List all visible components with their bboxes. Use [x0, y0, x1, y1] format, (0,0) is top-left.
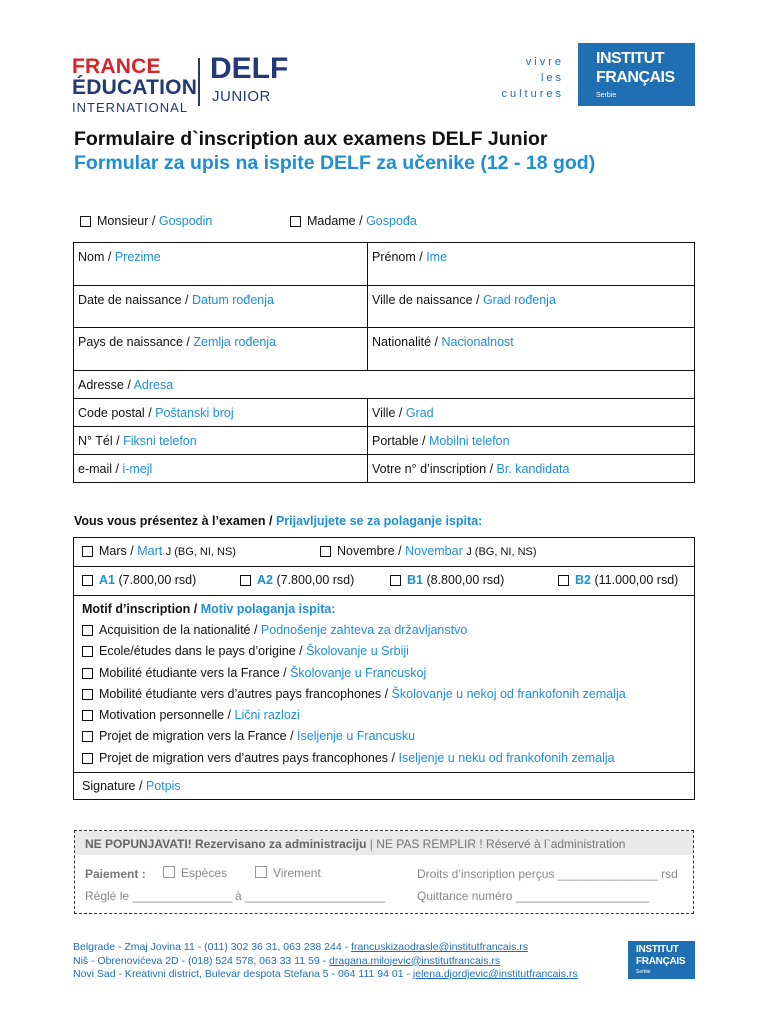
civility-madame[interactable]: Madame / Gospođa [290, 214, 417, 228]
checkbox[interactable] [82, 546, 93, 557]
level-label: B2 [575, 573, 591, 587]
motif-heading-fr: Motif d’inscription [82, 602, 191, 616]
checkbox[interactable] [82, 575, 93, 586]
logo-divider [198, 58, 200, 106]
divider [74, 595, 694, 596]
level-label: A2 [257, 573, 273, 587]
field-ville[interactable]: Ville / Grad [368, 399, 695, 427]
footer-address: Novi Sad - Kreativni district, Bulevar despota Stefana 5 - 064 111 94 01 - [73, 968, 413, 980]
checkbox[interactable] [163, 866, 175, 878]
label: Virement [273, 866, 321, 880]
field-portable[interactable]: Portable / Mobilni telefon [368, 427, 695, 455]
civility-monsieur[interactable]: Monsieur / Gospodin [80, 214, 212, 228]
exam-section [73, 537, 695, 800]
label-sr: Novembar [405, 544, 463, 558]
label-sr: i-mejl [122, 462, 153, 476]
level-b1[interactable] [390, 573, 504, 587]
motif-heading: Motif d’inscription / Motiv polaganja ispita: [82, 602, 336, 616]
checkbox[interactable] [240, 575, 251, 586]
field-date-naissance[interactable]: Date de naissance / Datum rođenja [74, 286, 368, 328]
level-a2[interactable] [240, 573, 354, 587]
field-adresse[interactable]: Adresse / Adresa [74, 371, 695, 399]
label-sr: Adresa [133, 378, 174, 392]
motif-heading-sr: Motiv polaganja ispita: [200, 602, 336, 616]
checkbox[interactable] [558, 575, 569, 586]
session-suffix: J (BG, NI, NS) [165, 546, 236, 558]
level-price: (8.800,00 rsd) [426, 573, 505, 587]
label-fr: Date de naissance [78, 293, 182, 307]
field-pays-naissance[interactable]: Pays de naissance / Zemlja rođenja [74, 328, 368, 371]
checkbox[interactable] [82, 753, 93, 764]
label-sr: Grad [405, 406, 434, 420]
footer-email-link[interactable]: jelena.djordjevic@institutfrancais.rs [412, 968, 578, 980]
label-fr: Signature [82, 779, 136, 793]
logo-france-text: FRANCE [72, 55, 161, 78]
regle-le-field[interactable]: Réglé le _______________ [85, 889, 233, 903]
label-sr: Gospodin [158, 214, 213, 228]
label-sr: Školovanje u Srbiji [306, 644, 409, 658]
label-sr: Podnošenje zahteva za državljanstvo [260, 623, 468, 637]
motif-option[interactable]: Projet de migration vers la France / Iseljenje u Francusku [82, 729, 415, 743]
checkbox[interactable] [290, 216, 301, 227]
session-mars[interactable]: Mars / Mart J (BG, NI, NS) [82, 544, 236, 558]
label-sr: Školovanje u nekoj od frankofonih zemalja [391, 687, 626, 701]
footer-line [73, 941, 578, 955]
label-fr: Madame [307, 214, 356, 228]
delf-logo-text: DELF [210, 52, 289, 85]
label-fr: Novembre [337, 544, 395, 558]
institut-francais-logo [578, 43, 695, 106]
label-sr: Iseljenje u Francusku [297, 729, 416, 743]
label-sr: Datum rođenja [191, 293, 274, 307]
motif-option[interactable]: Mobilité étudiante vers d’autres pays francophones / Školovanje u nekoj od frankofonih zemalja [82, 687, 626, 701]
label-fr: Nationalité [372, 335, 432, 349]
logo-country-text: Serbie [636, 969, 651, 975]
label-sr: Gospođa [366, 214, 417, 228]
checkbox[interactable] [82, 625, 93, 636]
level-a1[interactable] [82, 573, 196, 587]
label-fr: Ecole/études dans le pays d’origine [99, 644, 296, 658]
label-fr: Pays de naissance [78, 335, 183, 349]
motif-option[interactable]: Ecole/études dans le pays d’origine / Školovanje u Srbiji [82, 644, 409, 658]
heading-fr: Vous vous présentez à l’examen [74, 514, 266, 528]
label-fr: Votre n° d’inscription [372, 462, 487, 476]
session-novembre[interactable]: Novembre / Novembar J (BG, NI, NS) [320, 544, 537, 558]
france-education-logo [72, 56, 197, 114]
logo-francais-text: FRANÇAIS [596, 69, 675, 86]
form-title-sr: Formular za upis na ispite DELF za učenike (12 - 18 god) [74, 152, 596, 174]
regle-a-field[interactable]: à _____________________ [235, 889, 386, 903]
personal-info-table [73, 242, 695, 483]
footer-contacts [73, 941, 578, 982]
label-sr: Iseljenje u neku od frankofonih zemalja [398, 751, 615, 765]
label-sr: Ime [426, 250, 448, 264]
checkbox[interactable] [390, 575, 401, 586]
label-sr: Potpis [145, 779, 181, 793]
admin-reserved-box [74, 830, 694, 914]
payment-especes[interactable] [163, 866, 227, 880]
footer-email-link[interactable]: francuskizaodrasle@institutfrancais.rs [351, 941, 529, 953]
level-price: (7.800,00 rsd) [276, 573, 355, 587]
label-sr: Zemlja rođenja [193, 335, 277, 349]
field-nationalite[interactable]: Nationalité / Nacionalnost [368, 328, 695, 371]
label-fr: Mars [99, 544, 127, 558]
droits-percus-field[interactable]: Droits d’inscription perçus _______________ rsd [417, 867, 678, 881]
level-b2[interactable] [558, 573, 678, 587]
label-fr: Adresse [78, 378, 124, 392]
label-fr: Projet de migration vers d’autres pays francophones [99, 751, 389, 765]
motif-option[interactable]: Mobilité étudiante vers la France / Školovanje u Francuskoj [82, 666, 426, 680]
logo-international-text: INTERNATIONAL [72, 100, 189, 115]
label-fr: Ville [372, 406, 396, 420]
label-sr: Nacionalnost [441, 335, 514, 349]
checkbox[interactable] [82, 689, 93, 700]
label-fr: Projet de migration vers la France [99, 729, 287, 743]
divider [74, 566, 694, 567]
tagline-line: cultures [501, 88, 564, 100]
label-fr: N° Tél [78, 434, 113, 448]
form-title-fr: Formulaire d`inscription aux examens DELF Junior [74, 128, 548, 150]
field-nom[interactable]: Nom / Prezime [74, 243, 368, 286]
divider [74, 772, 694, 773]
field-prenom[interactable]: Prénom / Ime [368, 243, 695, 286]
label-sr: Poštanski broj [155, 406, 234, 420]
label-sr: Br. kandidata [496, 462, 570, 476]
vivre-les-cultures-tagline [470, 54, 564, 102]
label-fr: Prénom [372, 250, 416, 264]
payment-virement[interactable] [255, 866, 321, 880]
admin-heading-fr: NE PAS REMPLIR ! Réservé à l`administration [376, 837, 626, 851]
field-code-postal[interactable]: Code postal / Poštanski broj [74, 399, 368, 427]
footer-line [73, 968, 578, 982]
level-label: B1 [407, 573, 423, 587]
level-price: (7.800,00 rsd) [118, 573, 197, 587]
logo-institut-text: INSTITUT [596, 50, 664, 67]
motif-option[interactable]: Projet de migration vers d’autres pays francophones / Iseljenje u neku od frankofonih zemalja [82, 751, 615, 765]
label-fr: Ville de naissance [372, 293, 473, 307]
footer-email-link[interactable]: dragana.milojevic@institutfrancais.rs [329, 954, 501, 967]
label-fr: Mobilité étudiante vers d’autres pays francophones [99, 687, 382, 701]
footer-address: Niš - Obrenovićeva 2D - (018) 524 578, 063 33 11 59 - [73, 954, 330, 967]
label-sr: Mobilni telefon [428, 434, 510, 448]
logo-francais-text: FRANÇAIS [636, 956, 686, 967]
motif-option[interactable]: Motivation personnelle / Lični razlozi [82, 708, 300, 722]
admin-heading-sr: NE POPUNJAVATI! Rezervisano za administraciju [85, 837, 367, 851]
tagline-line: les [540, 72, 564, 84]
signature-field[interactable]: Signature / Potpis [82, 779, 181, 793]
label-fr: Portable [372, 434, 419, 448]
tagline-line: vivre [525, 56, 564, 68]
level-price: (11.000,00 rsd) [594, 573, 679, 587]
field-numero-inscription[interactable]: Votre n° d’inscription / Br. kandidata [368, 455, 695, 483]
exam-heading: Vous vous présentez à l’examen / Prijavljujete se za polaganje ispita: [74, 514, 483, 528]
checkbox[interactable] [82, 668, 93, 679]
heading-sr: Prijavljujete se za polaganje ispita: [275, 514, 483, 528]
label-fr: Nom [78, 250, 105, 264]
checkbox[interactable] [80, 216, 91, 227]
level-label: A1 [99, 573, 115, 587]
logo-country-text: Serbie [596, 92, 617, 99]
label-sr: Prezime [114, 250, 161, 264]
session-suffix: J (BG, NI, NS) [466, 546, 537, 558]
junior-logo-text: JUNIOR [212, 88, 271, 105]
field-tel[interactable]: N° Tél / Fiksni telefon [74, 427, 368, 455]
checkbox[interactable] [255, 866, 267, 878]
quittance-field[interactable]: Quittance numéro ____________________ [417, 889, 650, 903]
logo-education-text: ÉDUCATION [72, 76, 198, 99]
label-fr: e-mail [78, 462, 113, 476]
label-sr: Fiksni telefon [123, 434, 197, 448]
label-fr: Motivation personnelle [99, 708, 225, 722]
label-fr: Mobilité étudiante vers la France [99, 666, 280, 680]
field-email[interactable]: e-mail / i-mejl [74, 455, 368, 483]
footer-line [73, 955, 578, 969]
checkbox[interactable] [320, 546, 331, 557]
field-ville-naissance[interactable]: Ville de naissance / Grad rođenja [368, 286, 695, 328]
logo-institut-text: INSTITUT [636, 944, 679, 955]
label: Espèces [181, 866, 228, 880]
footer-address: Belgrade - Zmaj Jovina 11 - (011) 302 36 31, 063 238 244 - [73, 941, 352, 953]
admin-heading: NE POPUNJAVATI! Rezervisano za administraciju | NE PAS REMPLIR ! Réservé à l`administration [75, 831, 693, 855]
paiement-label: Paiement : [85, 867, 146, 881]
label-sr: Školovanje u Francuskoj [290, 666, 427, 680]
label-fr: Monsieur [97, 214, 149, 228]
label-sr: Lični razlozi [234, 708, 300, 722]
checkbox[interactable] [82, 710, 93, 721]
checkbox[interactable] [82, 646, 93, 657]
label-sr: Mart [137, 544, 163, 558]
motif-option[interactable]: Acquisition de la nationalité / Podnošenje zahteva za državljanstvo [82, 623, 467, 637]
label-fr: Code postal [78, 406, 145, 420]
label-sr: Grad rođenja [482, 293, 556, 307]
institut-francais-small-logo [628, 941, 695, 979]
checkbox[interactable] [82, 731, 93, 742]
label-fr: Acquisition de la nationalité [99, 623, 251, 637]
